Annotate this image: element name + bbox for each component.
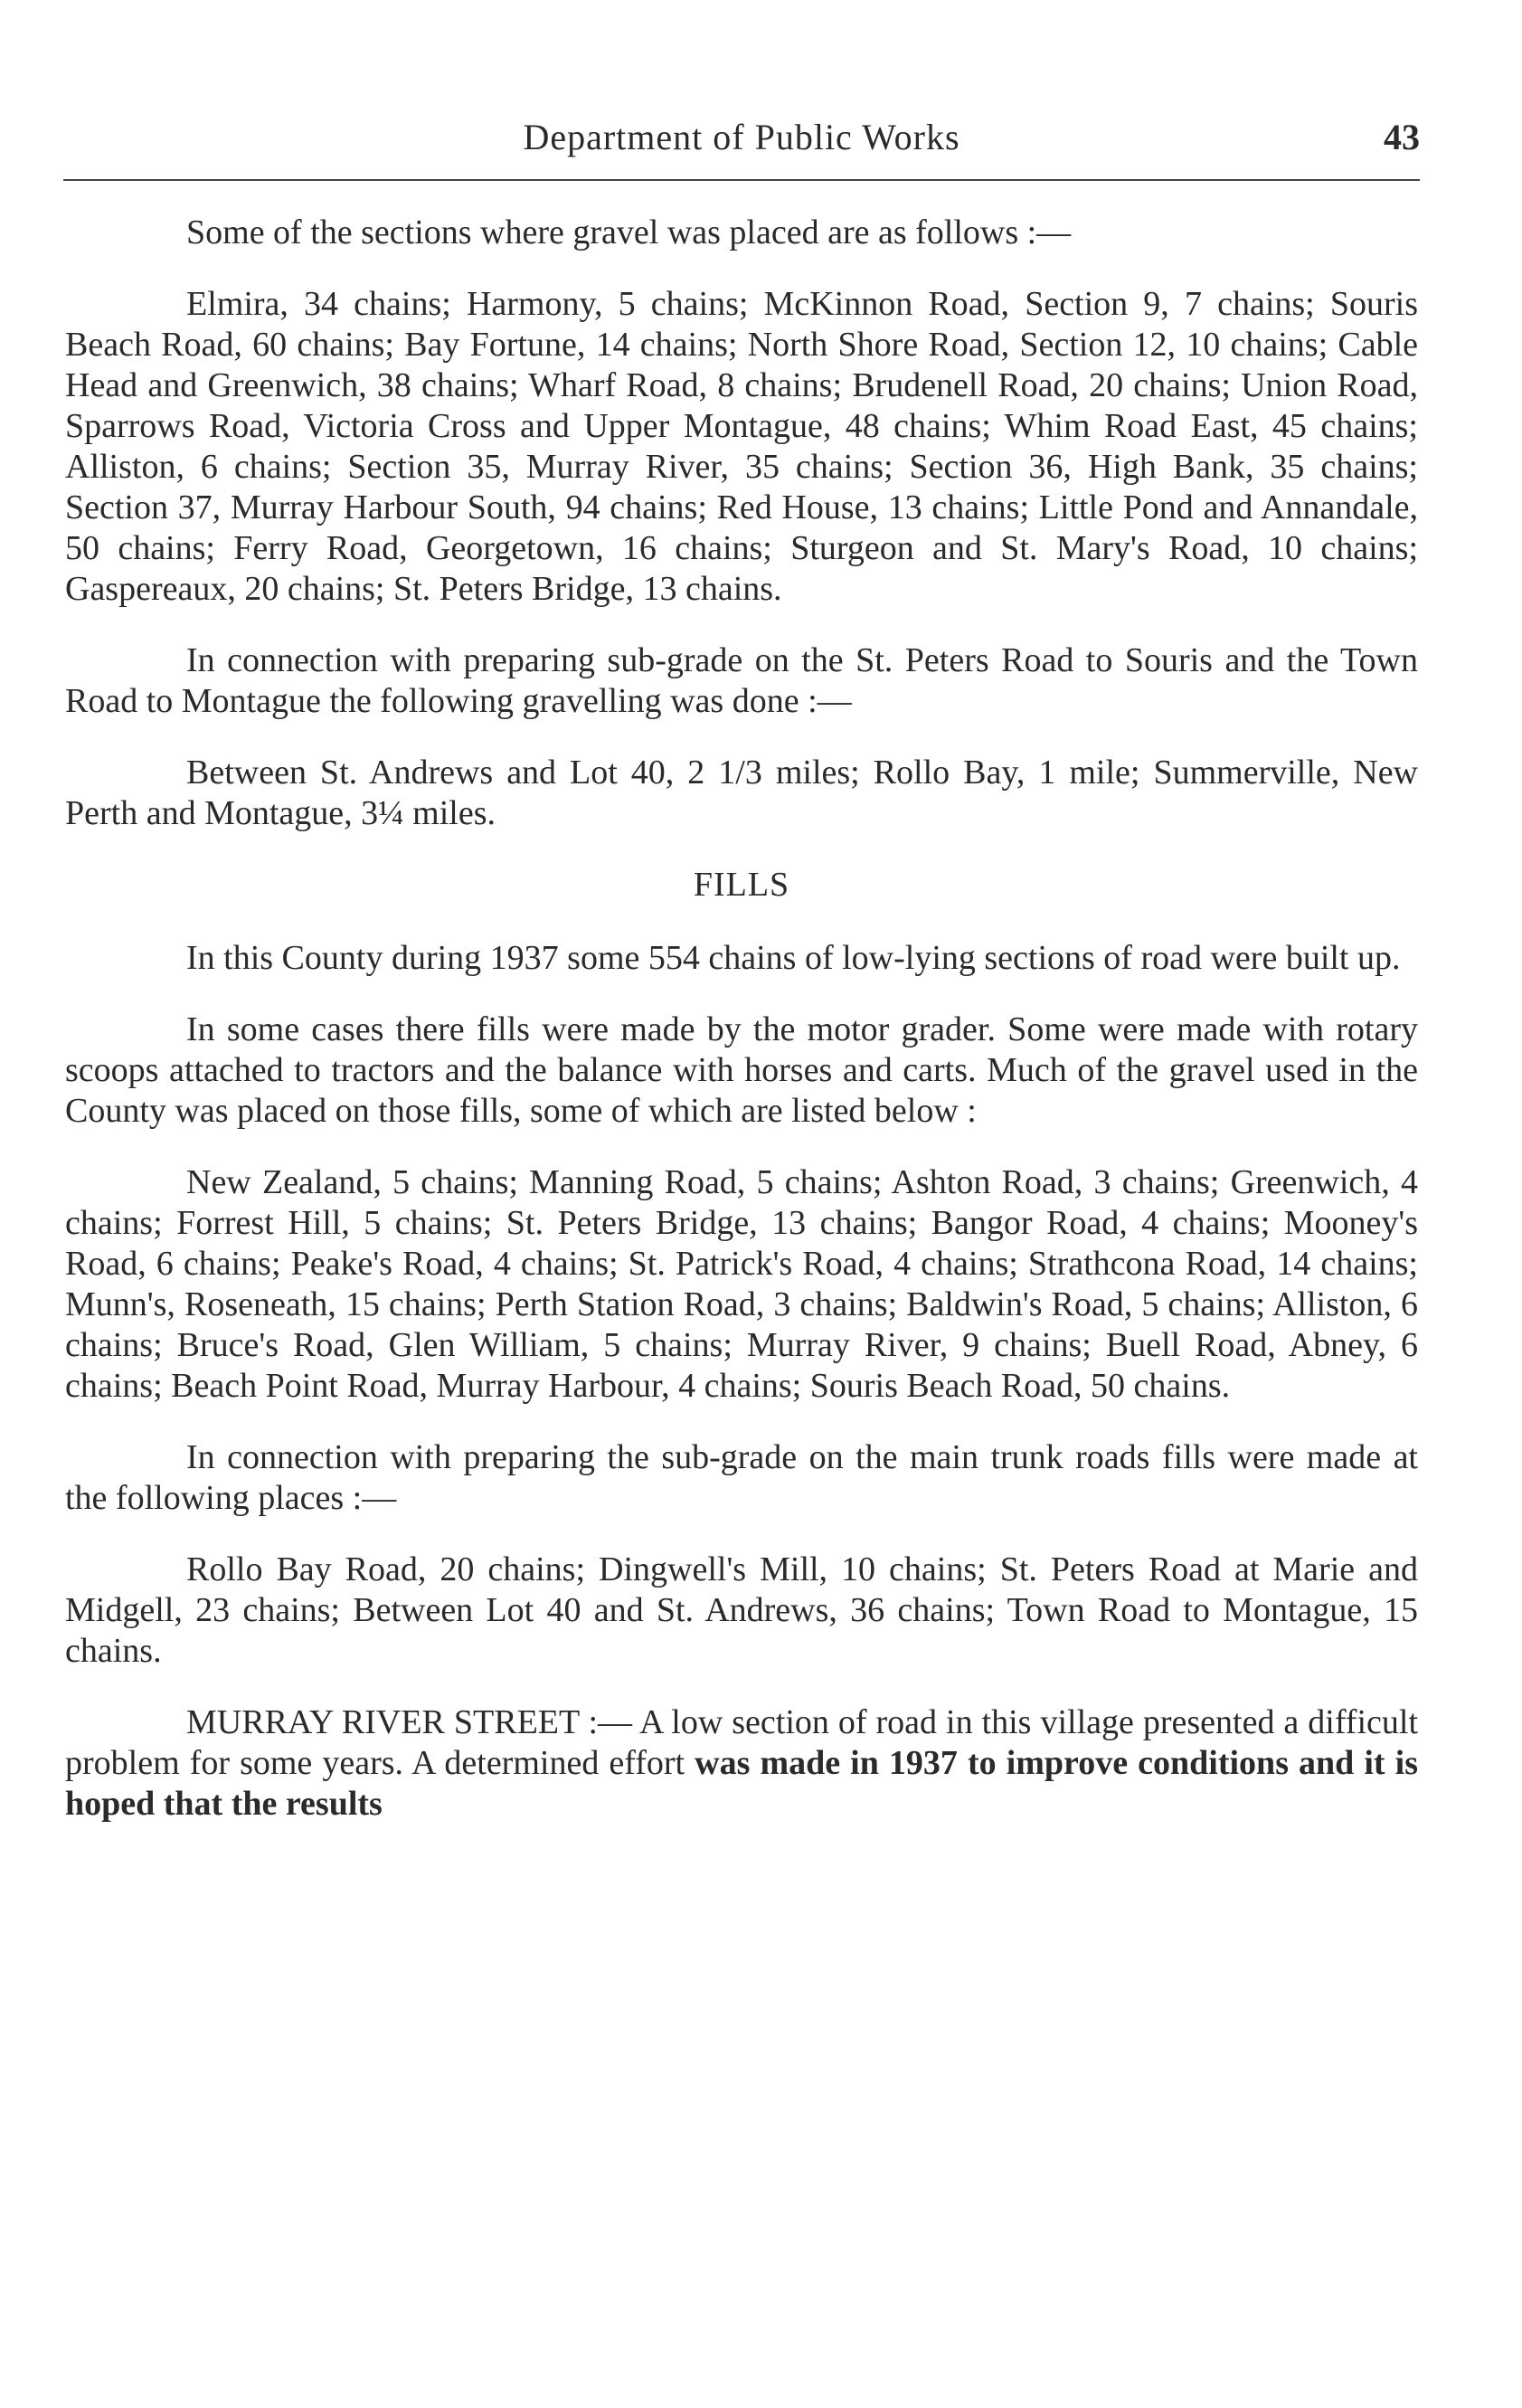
- subgrade-intro-paragraph: In connection with preparing sub-grade on the St. Peters Road to Souris and the Town Road to Montague the following gravelling was done :—: [65, 641, 1418, 720]
- gravel-sections-paragraph: Elmira, 34 chains; Harmony, 5 chains; McKinnon Road, Section 9, 7 chains; Souris Beach Road, 60 chains; Bay Fortune, 14 chains; North Shore Road, Section 12, 10 chains; Cable Head and Greenwich, 38 chains; Wharf Road, 8 chains; Brudenell Road, 20 chains; Union Road, Sparrows Road, Victoria Cross and Upper Montague, 48 chains; Whim Road East, 45 chains; Alliston, 6 chains; Section 35, Murray River, 35 chains; Section 36, High Bank, 35 chains; Section 37, Murray Harbour South, 94 chains; Red House, 13 chains; Little Pond and Annandale, 50 chains; Ferry Road, Georgetown, 16 chains; Sturgeon and St. Mary's Road, 10 chains; Gaspereaux, 20 chains; St. Peters Bridge, 13 chains.: [65, 285, 1418, 608]
- subgrade-gravel-paragraph: Between St. Andrews and Lot 40, 2 1/3 miles; Rollo Bay, 1 mile; Summerville, New Perth and Montague, 3¼ miles.: [65, 754, 1418, 832]
- trunk-list-paragraph: Rollo Bay Road, 20 chains; Dingwell's Mill, 10 chains; St. Peters Road at Marie and Midgell, 23 chains; Between Lot 40 and St. Andrews, 36 chains; Town Road to Montague, 15 chains.: [65, 1550, 1418, 1670]
- murray-river-tail: was made in 1937 to improve conditions and it is hoped that the results: [65, 1744, 1418, 1823]
- fills-methods-paragraph: In some cases there fills were made by the motor grader. Some were made with rotary scoops attached to tractors and the balance with horses and carts. Much of the gravel used in the County was placed on those fills, some of which are listed below :: [65, 1010, 1418, 1130]
- murray-river-lead: MURRAY RIVER STREET :— A low section of road in this village presented a difficult problem for some years. A determined effort: [65, 1703, 1418, 1782]
- murray-river-paragraph: [65, 1702, 1418, 1825]
- header-rule: [63, 179, 1420, 181]
- fills-intro-paragraph: In this County during 1937 some 554 chains of low-lying sections of road were built up.: [186, 939, 1401, 977]
- fills-list-paragraph: New Zealand, 5 chains; Manning Road, 5 chains; Ashton Road, 3 chains; Greenwich, 4 chains; Forrest Hill, 5 chains; St. Peters Bridge, 13 chains; Bangor Road, 4 chains; Mooney's Road, 6 chains; Peake's Road, 4 chains; St. Patrick's Road, 4 chains; Strathcona Road, 14 chains; Munn's, Roseneath, 15 chains; Perth Station Road, 3 chains; Baldwin's Road, 5 chains; Alliston, 6 chains; Bruce's Road, Glen William, 5 chains; Murray River, 9 chains; Buell Road, Abney, 6 chains; Beach Point Road, Murray Harbour, 4 chains; Souris Beach Road, 50 chains.: [65, 1163, 1418, 1405]
- page-body: [65, 213, 1418, 1855]
- trunk-intro-paragraph: In connection with preparing the sub-grade on the main trunk roads fills were made at the following places :—: [65, 1438, 1418, 1517]
- gravel-intro-paragraph: Some of the sections where gravel was placed are as follows :—: [186, 213, 1072, 251]
- page-header: [63, 116, 1420, 170]
- fills-heading: FILLS: [693, 866, 790, 904]
- page-number: 43: [1384, 117, 1420, 157]
- running-head: Department of Public Works: [523, 117, 960, 157]
